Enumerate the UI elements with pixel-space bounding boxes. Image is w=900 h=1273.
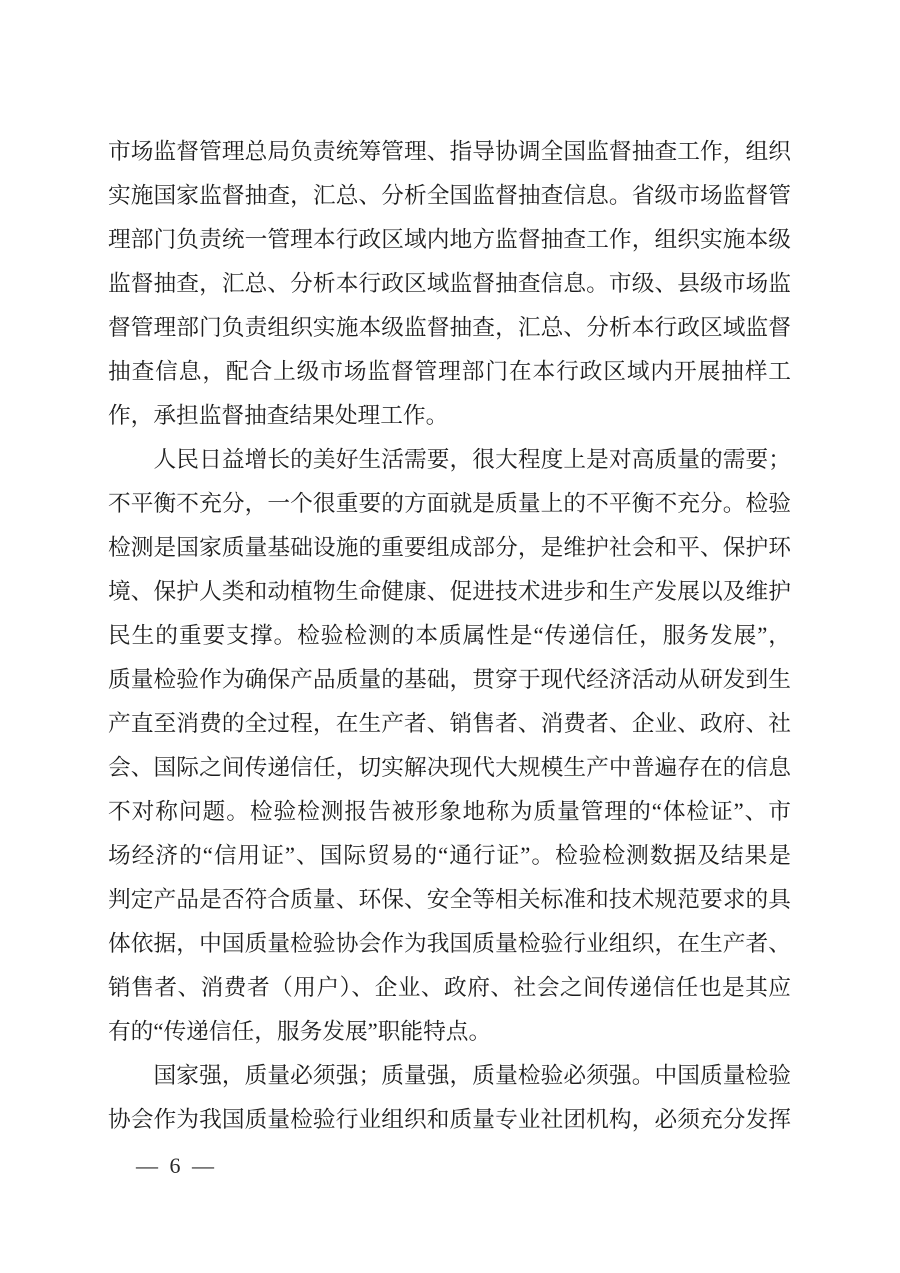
document-body bbox=[108, 130, 791, 1142]
text-line: 境、保护人类和动植物生命健康、促进技术进步和生产发展以及维护 bbox=[108, 579, 791, 604]
text-line: 理部门负责统一管理本行政区域内地方监督抽查工作，组织实施本级 bbox=[108, 227, 791, 252]
text-line: 检测是国家质量基础设施的重要组成部分，是维护社会和平、保护环 bbox=[108, 535, 791, 560]
paragraph-1 bbox=[108, 130, 791, 438]
text-line: 质量检验作为确保产品质量的基础，贯穿于现代经济活动从研发到生 bbox=[108, 667, 791, 692]
text-line: 作，承担监督抽查结果处理工作。 bbox=[108, 403, 449, 428]
paragraph-3 bbox=[108, 1054, 791, 1142]
text-line: 有的“传递信任，服务发展”职能特点。 bbox=[108, 1019, 492, 1044]
text-line: 人民日益增长的美好生活需要，很大程度上是对高质量的需要； bbox=[108, 447, 791, 472]
text-line: 监督抽查，汇总、分析本行政区域监督抽查信息。市级、县级市场监 bbox=[108, 271, 791, 296]
text-line: 市场监督管理总局负责统筹管理、指导协调全国监督抽查工作，组织 bbox=[108, 139, 791, 164]
text-line: 实施国家监督抽查，汇总、分析全国监督抽查信息。省级市场监督管 bbox=[108, 183, 791, 208]
text-line: 销售者、消费者（用户）、企业、政府、社会之间传递信任也是其应 bbox=[108, 975, 791, 1000]
text-line: 场经济的“信用证”、国际贸易的“通行证”。检验检测数据及结果是 bbox=[108, 843, 791, 868]
text-line: 体依据，中国质量检验协会作为我国质量检验行业组织，在生产者、 bbox=[108, 931, 791, 956]
page-number: — 6 — bbox=[136, 1153, 217, 1178]
text-line: 判定产品是否符合质量、环保、安全等相关标准和技术规范要求的具 bbox=[108, 887, 791, 912]
text-line: 产直至消费的全过程，在生产者、销售者、消费者、企业、政府、社 bbox=[108, 711, 791, 736]
text-line: 不平衡不充分，一个很重要的方面就是质量上的不平衡不充分。检验 bbox=[108, 491, 791, 516]
text-line: 国家强，质量必须强；质量强，质量检验必须强。中国质量检验 bbox=[108, 1063, 791, 1088]
text-line: 抽查信息，配合上级市场监督管理部门在本行政区域内开展抽样工 bbox=[108, 359, 791, 384]
text-line: 协会作为我国质量检验行业组织和质量专业社团机构，必须充分发挥 bbox=[108, 1107, 791, 1132]
text-line: 民生的重要支撑。检验检测的本质属性是“传递信任，服务发展”， bbox=[108, 623, 791, 648]
paragraph-2 bbox=[108, 438, 791, 1054]
text-line: 不对称问题。检验检测报告被形象地称为质量管理的“体检证”、市 bbox=[108, 799, 791, 824]
text-line: 会、国际之间传递信任，切实解决现代大规模生产中普遍存在的信息 bbox=[108, 755, 791, 780]
text-line: 督管理部门负责组织实施本级监督抽查，汇总、分析本行政区域监督 bbox=[108, 315, 791, 340]
